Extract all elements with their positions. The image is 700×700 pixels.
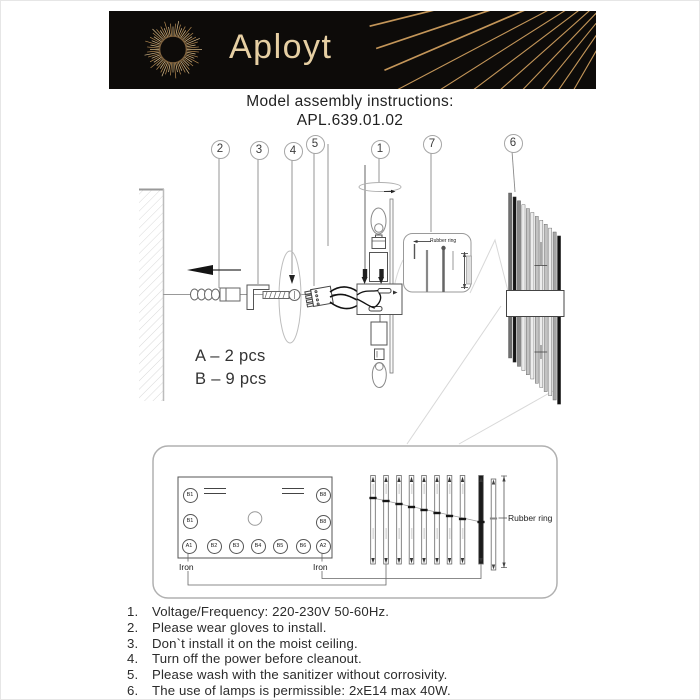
brand-name: Aployt xyxy=(229,28,333,66)
plate-hole-b1-top: B1 xyxy=(183,488,198,503)
instruction-list xyxy=(127,604,597,699)
plate-hole-b6: B6 xyxy=(296,539,311,554)
plate-hole-b2: B2 xyxy=(207,539,222,554)
callout-5: 5 xyxy=(306,135,325,154)
plate-hole-a2: A2 xyxy=(316,539,331,554)
iron-label-left: Iron xyxy=(179,562,194,572)
callout-3: 3 xyxy=(250,141,269,160)
instruction-item xyxy=(127,667,597,683)
instruction-number: 2. xyxy=(127,619,139,635)
callout-1: 1 xyxy=(371,140,390,159)
legend-b: B – 9 pcs xyxy=(195,370,267,388)
instruction-number: 1. xyxy=(127,604,139,619)
instruction-number: 6. xyxy=(127,682,139,698)
instruction-text: Please wash with the sanitizer without corrosivity. xyxy=(152,667,448,683)
wall-sconce-top-tubes xyxy=(509,193,561,291)
plate-hole-b4: B4 xyxy=(251,539,266,554)
wall-sconce-bottom-tubes xyxy=(509,317,561,405)
rubber-ring-detail-label: Rubber ring xyxy=(430,237,457,244)
instruction-item xyxy=(127,620,597,636)
instruction-number: 3. xyxy=(127,635,139,651)
plate-hole-b5: B5 xyxy=(273,539,288,554)
plate-hole-b8-mid: B8 xyxy=(316,515,331,530)
rubber-ring-main-label: Rubber ring xyxy=(508,512,553,523)
instruction-item xyxy=(127,651,597,667)
terminal-block xyxy=(305,286,334,307)
instruction-text: Voltage/Frequency: 220-230V 50-60Hz. xyxy=(152,604,390,619)
instruction-text: Please wear gloves to install. xyxy=(152,619,327,635)
page-title-line1: Model assembly instructions: xyxy=(246,93,454,110)
instruction-number: 5. xyxy=(127,667,139,683)
instruction-item xyxy=(127,683,597,699)
callout-4: 4 xyxy=(284,142,303,161)
plate-hole-b3: B3 xyxy=(229,539,244,554)
callout-7: 7 xyxy=(423,135,442,154)
lamp-assembly xyxy=(357,165,402,388)
direction-arrow-icon xyxy=(187,265,241,275)
sconce-bracket xyxy=(507,291,565,317)
callout-6: 6 xyxy=(504,134,523,153)
iron-label-right: Iron xyxy=(313,562,328,572)
screw xyxy=(263,251,301,343)
wall-anchor xyxy=(191,288,241,301)
instruction-item xyxy=(127,604,597,620)
plate-hole-b8-top: B8 xyxy=(316,488,331,503)
instruction-text: The use of lamps is permissible: 2xE14 max 40W. xyxy=(152,682,451,698)
wires xyxy=(330,287,361,309)
brand-banner xyxy=(109,11,596,89)
instruction-text: Don`t install it on the moist ceiling. xyxy=(152,635,358,651)
instruction-text: Turn off the power before cleanout. xyxy=(152,651,362,667)
instruction-item xyxy=(127,636,597,652)
plate-hole-b1-mid: B1 xyxy=(183,514,198,529)
page-title-line2: APL.639.01.02 xyxy=(296,111,404,129)
plate-hole-a1: A1 xyxy=(182,539,197,554)
instruction-number: 4. xyxy=(127,651,139,667)
callout-2: 2 xyxy=(211,140,230,159)
legend-a: A – 2 pcs xyxy=(195,347,266,365)
